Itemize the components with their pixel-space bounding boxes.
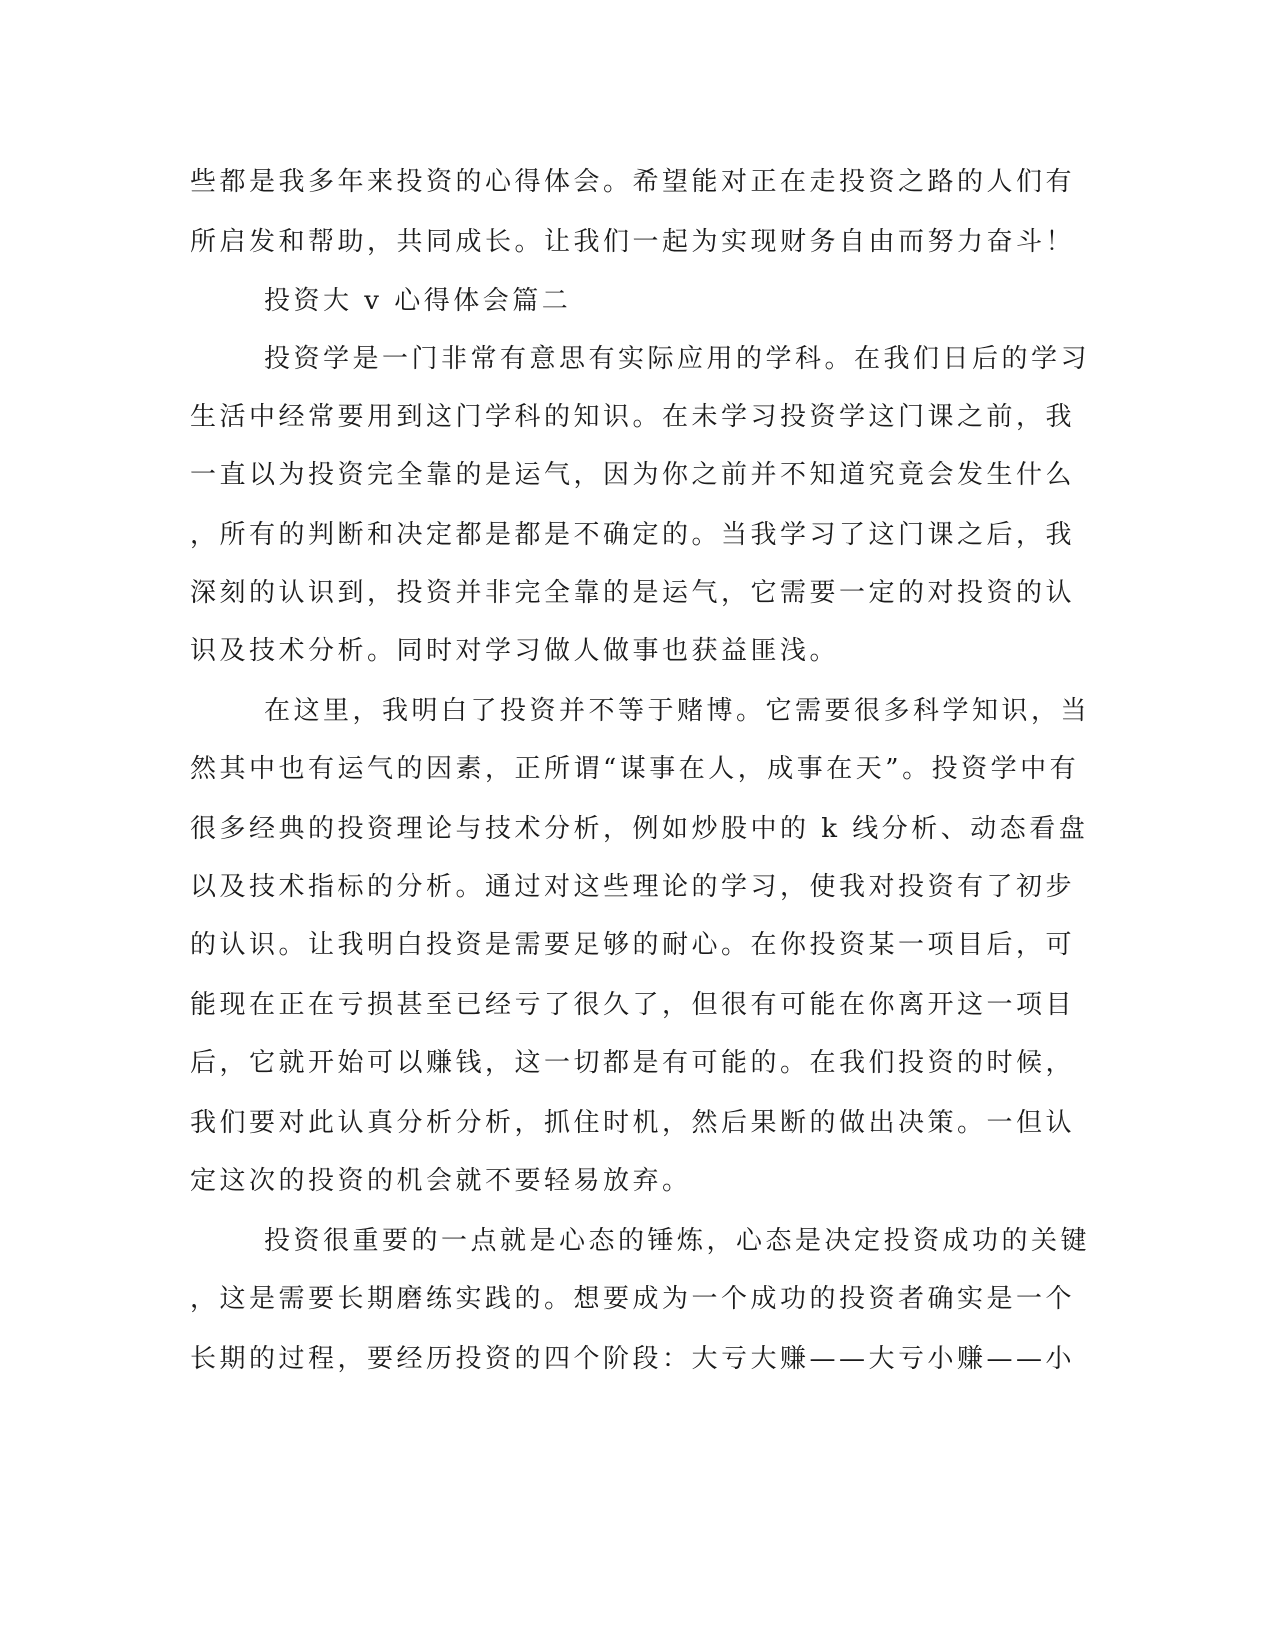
- text-line: 以及技术指标的分析。通过对这些理论的学习，使我对投资有了初步: [190, 872, 1076, 902]
- text-line: 能现在正在亏损甚至已经亏了很久了，但很有可能在你离开这一项目: [190, 990, 1076, 1020]
- paragraph-first-line: 在这里，我明白了投资并不等于赌博。它需要很多科学知识，当: [264, 696, 1091, 726]
- text-line: 识及技术分析。同时对学习做人做事也获益匪浅。: [190, 636, 840, 666]
- text-line: 些都是我多年来投资的心得体会。希望能对正在走投资之路的人们有: [190, 167, 1076, 197]
- paragraph-first-line: 投资学是一门非常有意思有实际应用的学科。在我们日后的学习: [264, 344, 1091, 374]
- text-line: 深刻的认识到，投资并非完全靠的是运气，它需要一定的对投资的认: [190, 578, 1076, 608]
- text-line: ，这是需要长期磨练实践的。想要成为一个成功的投资者确实是一个: [190, 1284, 1076, 1314]
- text-line: 长期的过程，要经历投资的四个阶段：大亏大赚——大亏小赚——小: [190, 1344, 1076, 1374]
- text-line: 定这次的投资的机会就不要轻易放弃。: [190, 1166, 692, 1196]
- text-line: ，所有的判断和决定都是都是不确定的。当我学习了这门课之后，我: [190, 520, 1076, 550]
- paragraph-first-line: 投资很重要的一点就是心态的锤炼，心态是决定投资成功的关键: [264, 1226, 1091, 1256]
- section-heading: 投资大 v 心得体会篇二: [264, 286, 572, 316]
- text-line: 所启发和帮助，共同成长。让我们一起为实现财务自由而努力奋斗！: [190, 227, 1076, 257]
- text-line: 我们要对此认真分析分析，抓住时机，然后果断的做出决策。一但认: [190, 1108, 1076, 1138]
- text-line: 一直以为投资完全靠的是运气，因为你之前并不知道究竟会发生什么: [190, 460, 1076, 490]
- text-line: 很多经典的投资理论与技术分析，例如炒股中的 k 线分析、动态看盘: [190, 814, 1089, 844]
- text-line: 的认识。让我明白投资是需要足够的耐心。在你投资某一项目后，可: [190, 930, 1076, 960]
- text-line: 生活中经常要用到这门学科的知识。在未学习投资学这门课之前，我: [190, 402, 1076, 432]
- text-line: 后，它就开始可以赚钱，这一切都是有可能的。在我们投资的时候，: [190, 1048, 1076, 1078]
- text-line: 然其中也有运气的因素，正所谓“谋事在人，成事在天”。投资学中有: [190, 754, 1080, 784]
